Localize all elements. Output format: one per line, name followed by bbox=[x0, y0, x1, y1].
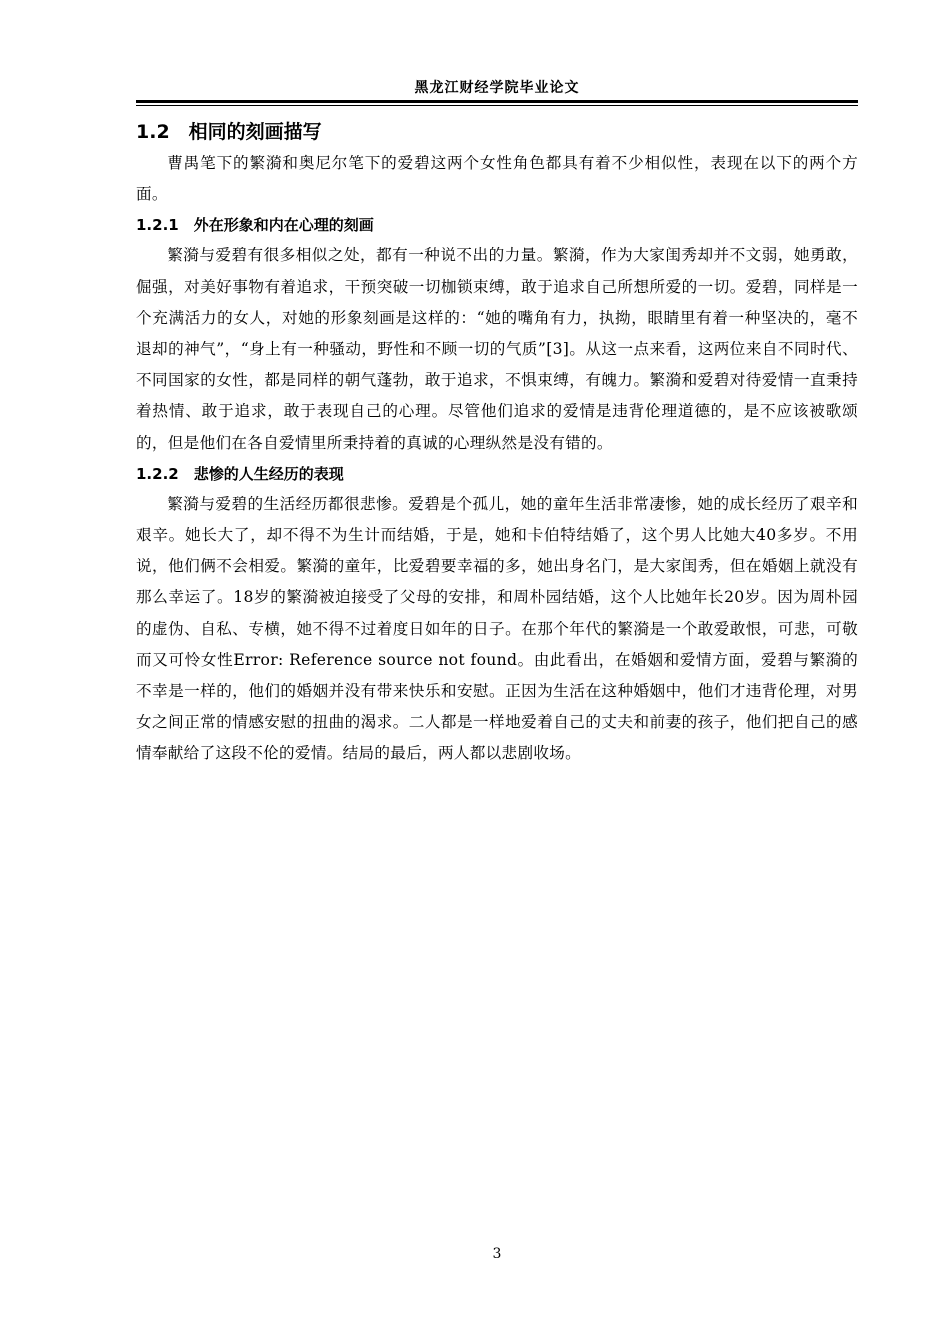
running-header: 黑龙江财经学院毕业论文 bbox=[414, 80, 580, 96]
header-rule-thin bbox=[136, 105, 858, 106]
subsection-paragraph-1-2-2: 繁漪与爱碧的生活经历都很悲惨。爱碧是个孤儿，她的童年生活非常凄惨，她的成长经历了艰辛和艰辛。她长大了，却不得不为生计而结婚，于是，她和卡伯特结婚了，这个男人比她大40多岁。不用说，他们俩不会相爱。繁漪的童年，比爱碧要幸福的多，她出身名门，是大家闺秀，但在婚姻上就没有那么幸运了。18岁的繁漪被迫接受了父母的安排，和周朴园结婚，这个人比她年长20岁。因为周朴园的虚伪、自私、专横，她不得不过着度日如年的日子。在那个年代的繁漪是一个敢爱敢恨，可悲，可敬而又可怜女性Error: Reference source not found。由此看出，在婚姻和爱情方面，爱碧与繁漪的不幸是一样的，他们的婚姻并没有带来快乐和安慰。正因为生活在这种婚姻中，他们才违背伦理，对男女之间正常的情感安慰的扭曲的渴求。二人都是一样地爱着自己的丈夫和前妻的孩子，他们把自己的感情奉献给了这段不伦的爱情。结局的最后，两人都以悲剧收场。 bbox=[136, 494, 858, 763]
subsection-heading-1-2-2: 1.2.2 悲惨的人生经历的表现 bbox=[136, 464, 344, 483]
header-rule-thick bbox=[136, 100, 858, 103]
subsection-paragraph-1-2-1: 繁漪与爱碧有很多相似之处，都有一种说不出的力量。繁漪，作为大家闺秀却并不文弱，她勇敢，倔强，对美好事物有着追求，干预突破一切枷锁束缚，敢于追求自己所想所爱的一切。爱碧，同样是一个充满活力的女人，对她的形象刻画是这样的：“她的嘴角有力，执拗，眼睛里有着一种坚决的，毫不退却的神气”，“身上有一种骚动，野性和不顾一切的气质”[3]。从这一点来看，这两位来自不同时代、不同国家的女性，都是同样的朝气蓬勃，敢于追求，不惧束缚，有魄力。繁漪和爱碧对待爱情一直秉持着热情、敢于追求，敢于表现自己的心理。尽管他们追求的爱情是违背伦理道德的，是不应该被歌颂的，但是他们在各自爱情里所秉持着的真诚的心理纵然是没有错的。 bbox=[136, 246, 858, 452]
page-number: 3 bbox=[492, 1246, 502, 1262]
page-content bbox=[136, 116, 858, 770]
section-intro-paragraph: 曹禺笔下的繁漪和奥尼尔笔下的爱碧这两个女性角色都具有着不少相似性，表现在以下的两个方面。 bbox=[136, 154, 858, 204]
subsection-heading-1-2-1: 1.2.1 外在形象和内在心理的刻画 bbox=[136, 216, 374, 235]
section-heading-1-2: 1.2 相同的刻画描写 bbox=[136, 121, 322, 143]
